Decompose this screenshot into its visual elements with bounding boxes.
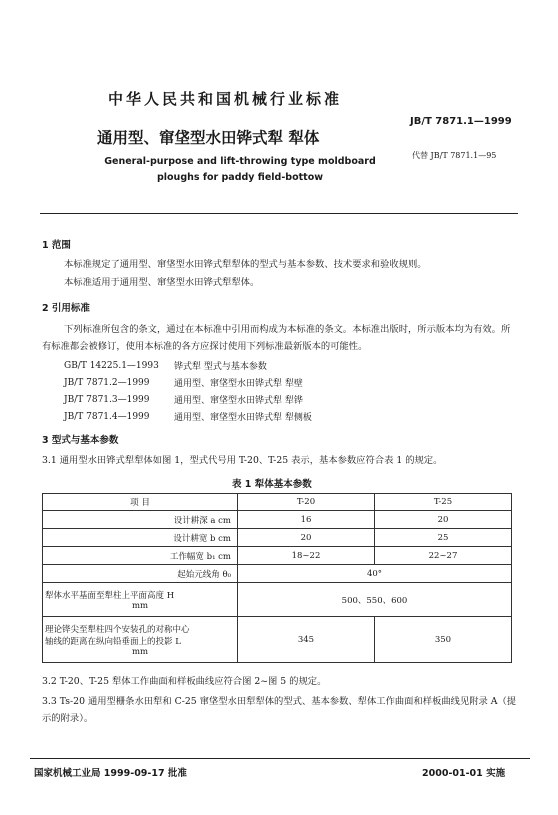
section-1-paragraph-1: 本标准规定了通用型、窜垡型水田铧式犁犁体的型式与基本参数、技术要求和验收规则。: [64, 259, 427, 270]
header-divider: [40, 213, 518, 214]
table-cell-merged: 500、550、600: [238, 583, 512, 617]
section-1-paragraph-2: 本标准适用于通用型、窜垡型水田铧式犁犁体。: [64, 277, 260, 288]
table-row: [43, 565, 512, 583]
table-row-label: [43, 617, 238, 663]
table-row: [43, 617, 512, 663]
table-cell: 20: [374, 511, 511, 529]
reference-title: 通用型、窜垡型水田铧式犁 犁壁: [174, 379, 303, 389]
document-title-en-line2: ploughs for paddy field-bottow: [156, 172, 324, 183]
table-row-label-unit: mm: [131, 646, 149, 657]
reference-title: 通用型、窜垡型水田铧式犁 犁铧: [174, 396, 303, 406]
table-row-label: 起始元线角 θ₀: [43, 565, 238, 583]
table-cell: 20: [238, 529, 375, 547]
replaces-standard: 代替 JB/T 7871.1—95: [412, 151, 497, 160]
section-3-3-paragraph: 3.3 Ts-20 通用型栅条水田犁和 C-25 窜垡型水田犁犁体的型式、基本参数、犁体工作曲面和样板曲线见附录 A（提示的附录）。: [42, 696, 517, 724]
document-title-en-line1: General-purpose and lift-throwing type moldboard: [104, 156, 376, 167]
table-row-label: 工作幅宽 b₁ cm: [43, 547, 238, 565]
table-row: [43, 583, 512, 617]
reference-code: JB/T 7871.2—1999: [64, 377, 150, 388]
table-row-label-line: 轴线的距离在纵向铅垂面上的投影 L: [45, 636, 181, 647]
standard-number: JB/T 7871.1—1999: [410, 116, 512, 127]
reference-row: [64, 374, 312, 391]
table-row: [43, 547, 512, 565]
section-3-title: 3 型式与基本参数: [42, 435, 119, 446]
reference-row: [64, 357, 312, 374]
table-header-row: [43, 494, 512, 511]
reference-title: 通用型、窜垡型水田铧式犁 犁侧板: [174, 413, 312, 423]
table-cell-merged: 40°: [238, 565, 512, 583]
table-cell: 25: [374, 529, 511, 547]
document-title-zh: 通用型、窜垡型水田铧式犁 犁体: [97, 129, 320, 147]
table-header-t20: T-20: [238, 494, 375, 511]
table-row-label: 设计耕宽 b cm: [43, 529, 238, 547]
section-3-2-paragraph: 3.2 T-20、T-25 犁体工作曲面和样板曲线应符合图 2~图 5 的规定。: [42, 676, 327, 687]
section-2-title: 2 引用标准: [42, 303, 90, 314]
section-3-1-paragraph: 3.1 通用型水田铧式犁犁体如图 1，型式代号用 T-20、T-25 表示，基本参数应符合表 1 的规定。: [42, 455, 443, 466]
references-list: [64, 357, 312, 425]
table-cell: 22~27: [374, 547, 511, 565]
table-row-label-unit: mm: [131, 600, 149, 611]
table-row-label: 设计耕深 a cm: [43, 511, 238, 529]
table-cell: 345: [238, 617, 375, 663]
table-cell: 350: [374, 617, 511, 663]
reference-code: JB/T 7871.4—1999: [64, 411, 150, 422]
footer-divider: [30, 758, 530, 759]
table-header-item: 项 目: [43, 494, 238, 511]
effective-date: 2000-01-01 实施: [422, 768, 506, 779]
table-1-basic-parameters: [42, 493, 512, 663]
table-1-caption: 表 1 犁体基本参数: [232, 479, 312, 490]
table-row-label-line: 犁体水平基面至犁柱上平面高度 H: [45, 590, 175, 601]
approval-info: 国家机械工业局 1999-09-17 批准: [34, 768, 187, 779]
reference-code: JB/T 7871.3—1999: [64, 394, 150, 405]
reference-code: GB/T 14225.1—1993: [64, 360, 159, 371]
table-row: [43, 511, 512, 529]
reference-title: 铧式犁 型式与基本参数: [174, 362, 267, 372]
reference-row: [64, 408, 312, 425]
table-row: [43, 529, 512, 547]
table-cell: 16: [238, 511, 375, 529]
table-row-label: [43, 583, 238, 617]
table-row-label-line: 理论铧尖至犁柱四个安装孔的对称中心: [45, 624, 190, 635]
section-1-title: 1 范围: [42, 240, 71, 251]
table-header-t25: T-25: [374, 494, 511, 511]
table-cell: 18~22: [238, 547, 375, 565]
section-2-paragraph: 下列标准所包含的条文，通过在本标准中引用而构成为本标准的条文。本标准出版时，所示版本均为有效。所有标准都会被修订，使用本标准的各方应探讨使用下列标准最新版本的可能性。: [42, 324, 511, 352]
reference-row: [64, 391, 312, 408]
issuing-organization: 中华人民共和国机械行业标准: [108, 90, 343, 108]
